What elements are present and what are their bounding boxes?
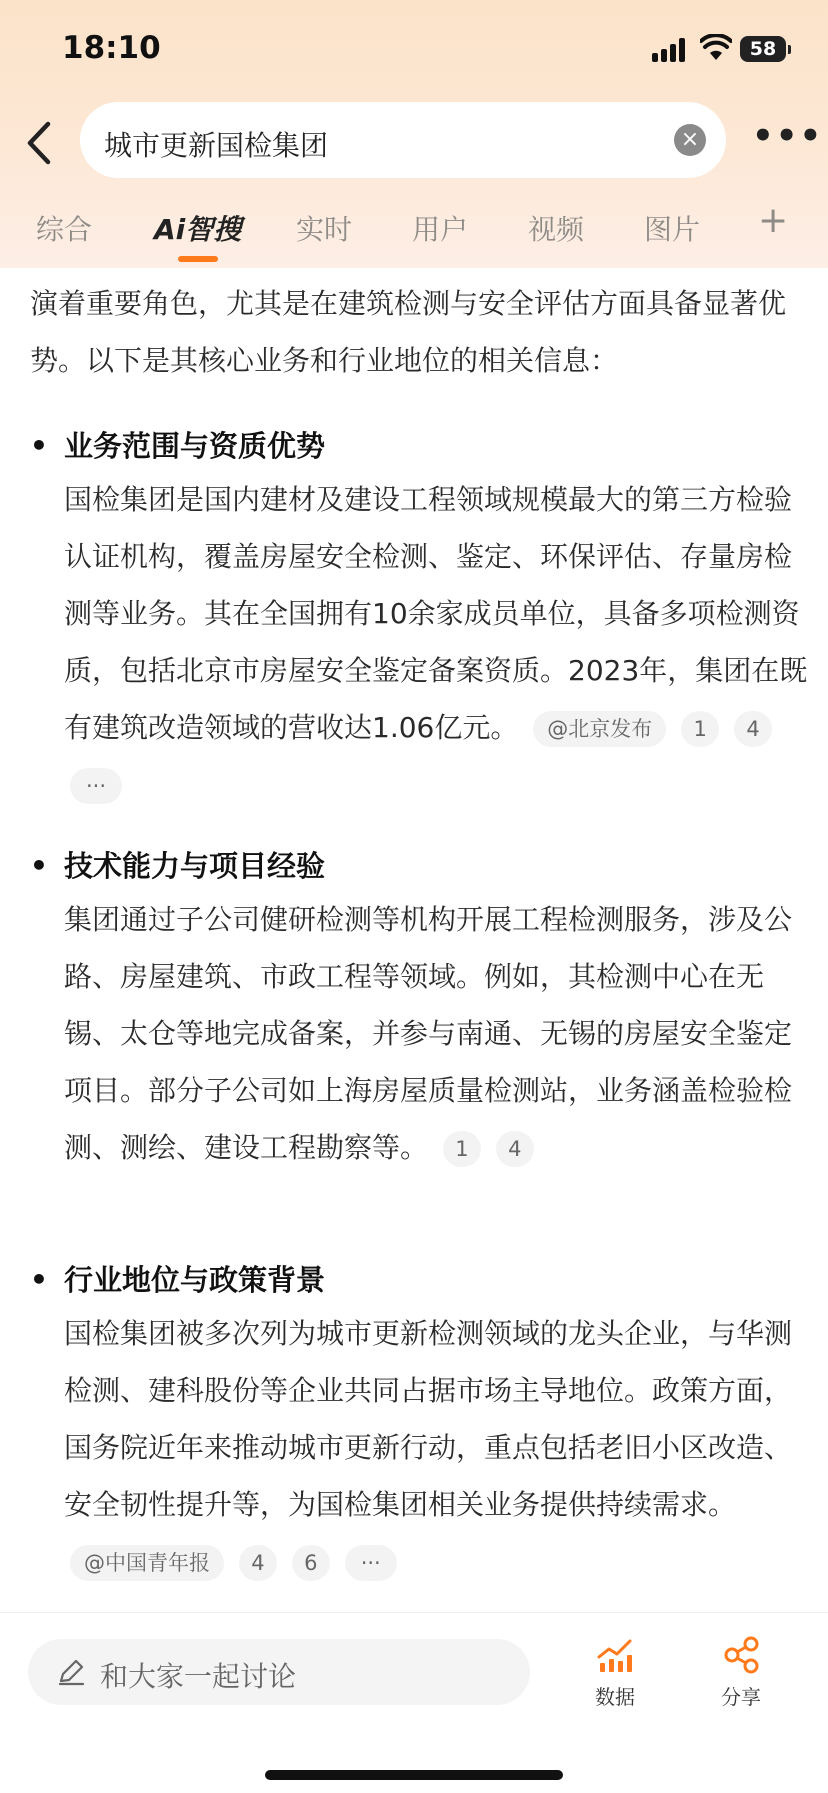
- bullet: •: [30, 429, 48, 462]
- section-industry-position: [30, 1255, 810, 1590]
- data-button[interactable]: [570, 1635, 660, 1710]
- more-refs-chip[interactable]: ···: [70, 768, 122, 804]
- tab-video[interactable]: 视频: [528, 213, 585, 246]
- chart-icon: [595, 1635, 635, 1675]
- section-body: 国检集团被多次列为城市更新检测领域的龙头企业，与华测检测、建科股份等企业共同占据市场主导地位。政策方面，国务院近年来推动城市更新行动，重点包括老旧小区改造、安全韧性提升等，为国检集团相关业务提供持续需求。: [64, 1317, 793, 1521]
- discussion-placeholder: 和大家一起讨论: [100, 1660, 297, 1693]
- wifi-icon: [700, 34, 732, 62]
- top-header: [0, 0, 828, 268]
- signal-icon: [652, 38, 688, 62]
- ref-chip[interactable]: 4: [239, 1545, 277, 1581]
- search-query: 城市更新国检集团: [104, 129, 329, 162]
- status-bar: [0, 0, 828, 100]
- section-title: 技术能力与项目经验: [64, 849, 326, 883]
- ref-chip[interactable]: 4: [496, 1131, 534, 1167]
- tab-bar: [0, 200, 828, 260]
- more-refs-chip[interactable]: ···: [345, 1545, 397, 1581]
- discussion-input[interactable]: [28, 1639, 530, 1705]
- section-technical-capability: [30, 841, 810, 1176]
- tab-realtime[interactable]: 实时: [296, 213, 353, 246]
- section-body: 国检集团是国内建材及建设工程领域规模最大的第三方检验认证机构，覆盖房屋安全检测、鉴定、环保评估、存量房检测等业务。其在全国拥有10余家成员单位，具备多项检测资质，包括北京市房屋安全鉴定备案资质。2023年，集团在既有建筑改造领域的营收达1.06亿元。: [64, 483, 808, 744]
- ref-chip[interactable]: 6: [292, 1545, 330, 1581]
- bullet: •: [30, 849, 48, 882]
- battery-icon: 58: [740, 36, 786, 62]
- status-time: 18:10: [62, 30, 161, 66]
- tab-ai-search[interactable]: Ai智搜: [154, 208, 241, 248]
- source-chip[interactable]: @北京发布: [533, 711, 666, 747]
- tab-images[interactable]: 图片: [644, 213, 701, 246]
- source-chip[interactable]: @中国青年报: [70, 1545, 224, 1581]
- ref-chip[interactable]: 1: [443, 1131, 481, 1167]
- tab-general[interactable]: 综合: [36, 213, 93, 246]
- section-title: 业务范围与资质优势: [64, 429, 326, 463]
- bullet: •: [30, 1263, 48, 1296]
- home-indicator[interactable]: [265, 1770, 563, 1780]
- ref-chip[interactable]: 4: [734, 711, 772, 747]
- section-business-scope: [30, 421, 810, 813]
- share-label: 分享: [721, 1685, 761, 1709]
- ref-chip[interactable]: 1: [681, 711, 719, 747]
- intro-text: 演着重要角色，尤其是在建筑检测与安全评估方面具备显著优势。以下是其核心业务和行业地位的相关信息：: [30, 287, 787, 377]
- data-label: 数据: [595, 1685, 635, 1709]
- section-title: 行业地位与政策背景: [64, 1263, 326, 1297]
- add-tab-icon[interactable]: +: [758, 200, 789, 241]
- bottom-bar: [0, 1612, 828, 1793]
- pencil-icon: [56, 1657, 86, 1687]
- search-input[interactable]: [80, 102, 726, 178]
- tab-users[interactable]: 用户: [412, 213, 469, 246]
- more-icon[interactable]: •••: [752, 116, 824, 156]
- answer-content: [0, 225, 828, 1610]
- share-button[interactable]: [696, 1635, 786, 1710]
- share-icon: [721, 1635, 761, 1675]
- clear-icon[interactable]: ×: [674, 124, 706, 156]
- section-body: 集团通过子公司健研检测等机构开展工程检测服务，涉及公路、房屋建筑、市政工程等领域。例如，其检测中心在无锡、太仓等地完成备案，并参与南通、无锡的房屋安全鉴定项目。部分子公司如上海房屋质量检测站，业务涵盖检验检测、测绘、建设工程勘察等。: [64, 903, 793, 1164]
- back-arrow-icon[interactable]: [20, 118, 60, 168]
